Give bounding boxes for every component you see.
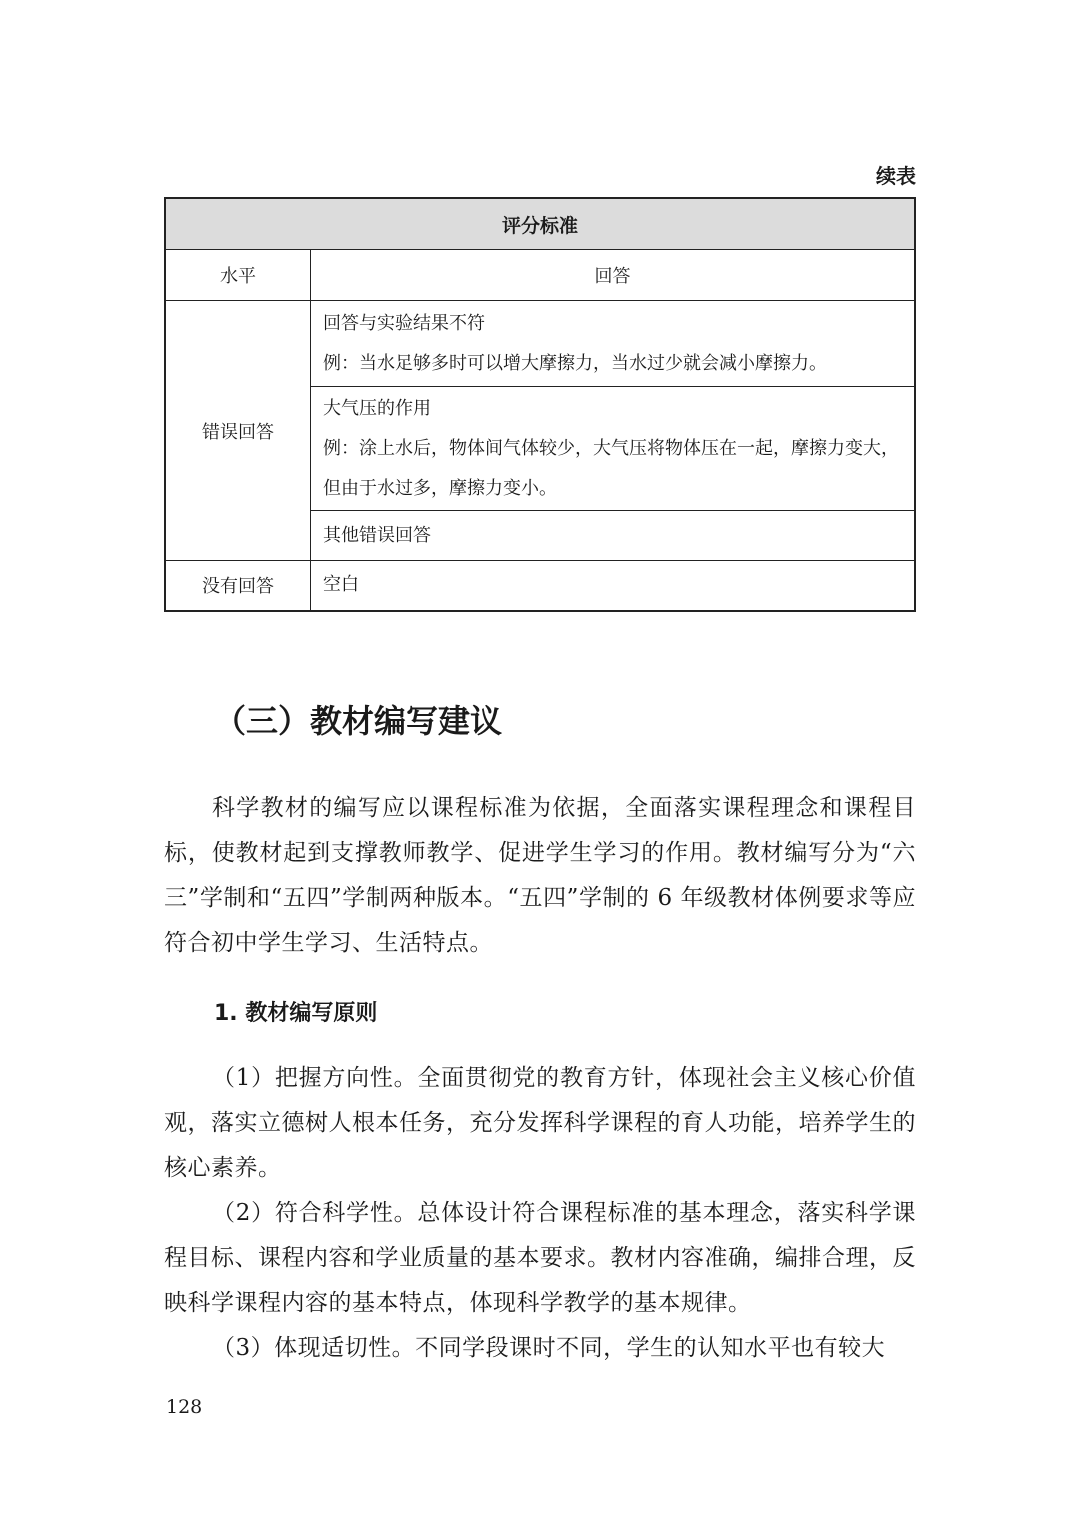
column-header-level: 水平 bbox=[165, 250, 311, 301]
principle-paragraph: （2）符合科学性。总体设计符合课程标准的基本理念，落实科学课程目标、课程内容和学业质量的基本要求。教材内容准确，编排合理，反映科学课程内容的基本特点，体现科学教学的基本规律。 bbox=[164, 1200, 916, 1316]
answer-cell bbox=[311, 387, 916, 511]
answer-cell bbox=[311, 561, 916, 611]
page-number: 128 bbox=[166, 1396, 203, 1418]
table-row bbox=[165, 561, 915, 611]
principle-paragraph: （1）把握方向性。全面贯彻党的教育方针，体现社会主义核心价值观，落实立德树人根本任务，充分发挥科学课程的育人功能，培养学生的核心素养。 bbox=[164, 1065, 916, 1181]
subheading: 1. 教材编写原则 bbox=[214, 1001, 378, 1026]
answer-text: 回答与实验结果不符 bbox=[323, 312, 485, 334]
table-row bbox=[165, 301, 915, 387]
answer-example: 例：当水足够多时可以增大摩擦力，当水过少就会减小摩擦力。 bbox=[323, 352, 827, 374]
section-title: （三）教材编写建议 bbox=[214, 702, 503, 740]
column-header-answer: 回答 bbox=[311, 250, 916, 301]
level-wrong-answer: 错误回答 bbox=[165, 301, 311, 561]
table-title-row bbox=[165, 198, 915, 250]
answer-text: 大气压的作用 bbox=[323, 397, 431, 419]
table-header-row bbox=[165, 250, 915, 301]
answer-text: 空白 bbox=[323, 574, 359, 596]
table-title: 评分标准 bbox=[165, 198, 915, 250]
answer-cell bbox=[311, 301, 916, 387]
principle-paragraph: （3）体现适切性。不同学段课时不同，学生的认知水平也有较大 bbox=[212, 1335, 886, 1361]
intro-paragraph: 科学教材的编写应以课程标准为依据，全面落实课程理念和课程目标，使教材起到支撑教师教学、促进学生学习的作用。教材编写分为“六三”学制和“五四”学制两种版本。“五四”学制的 6 年级教材体例要求等应符合初中学生学习、生活特点。 bbox=[164, 795, 916, 956]
answer-cell bbox=[311, 511, 916, 561]
scoring-criteria-table bbox=[164, 197, 916, 612]
level-no-answer: 没有回答 bbox=[165, 561, 311, 611]
continued-table-label: 续表 bbox=[876, 164, 916, 188]
answer-text: 其他错误回答 bbox=[323, 524, 431, 546]
answer-example: 例：涂上水后，物体间气体较少，大气压将物体压在一起，摩擦力变大，但由于水过多，摩擦力变小。 bbox=[323, 437, 899, 499]
